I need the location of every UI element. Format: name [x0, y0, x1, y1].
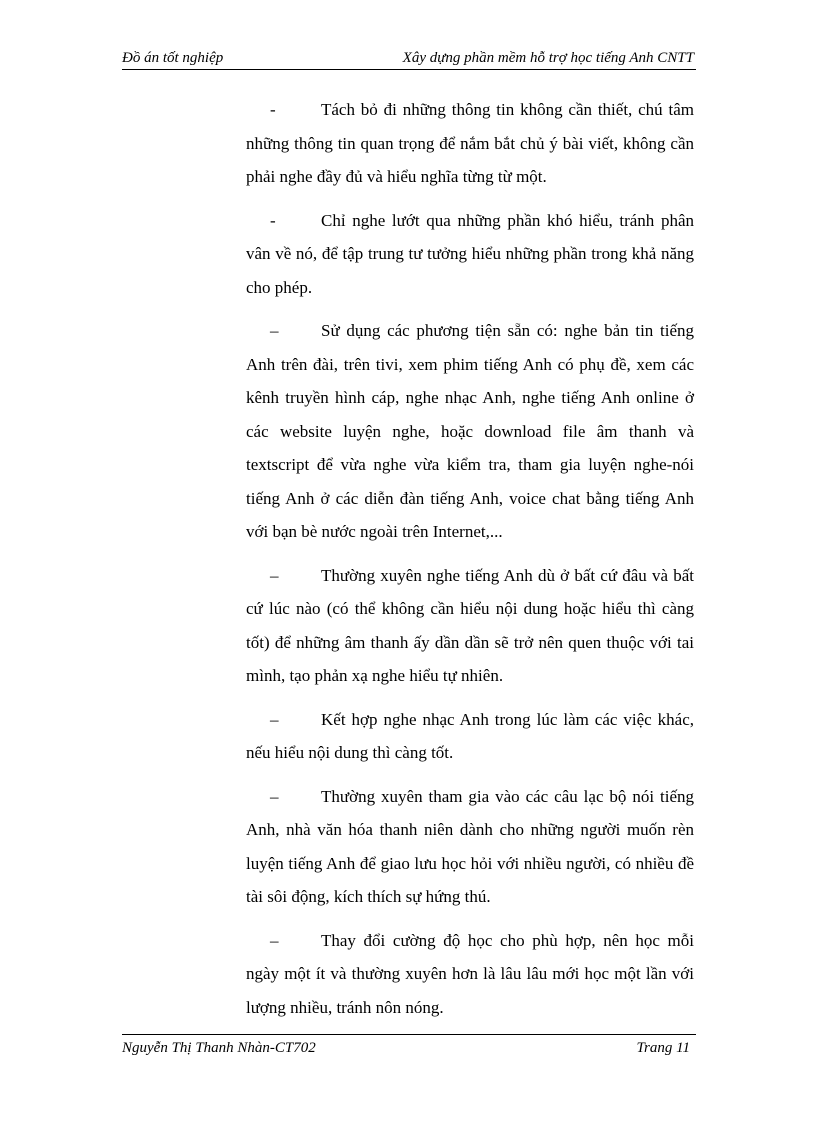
- bullet-text: Thay đổi cường độ học cho phù hợp, nên học mỗi ngày một ít và thường xuyên hơn là lâu lâu mới học một lần với lượng nhiều, tránh nôn nóng.: [246, 930, 694, 1017]
- bullet-item: [246, 703, 694, 770]
- bullet-item: [246, 924, 694, 1025]
- body-content: [246, 93, 694, 1034]
- bullet-dash: –: [270, 786, 279, 806]
- page-footer: [122, 1034, 696, 1059]
- bullet-item: [246, 93, 694, 194]
- bullet-dash: –: [270, 709, 279, 729]
- header-left-text: Đồ án tốt nghiệp: [122, 50, 224, 66]
- bullet-item: [246, 314, 694, 549]
- bullet-dash: –: [270, 930, 279, 950]
- header-right-text: Xây dựng phần mềm hỗ trợ học tiếng Anh CNTT: [402, 50, 694, 66]
- bullet-text: Thường xuyên nghe tiếng Anh dù ở bất cứ đâu và bất cứ lúc nào (có thể không cần hiểu nội dung hoặc hiểu thì càng tốt) để những âm thanh ấy dần dần sẽ trở nên quen thuộc với tai mình, tạo phản xạ nghe hiểu tự nhiên.: [246, 565, 694, 685]
- bullet-dash: -: [270, 210, 276, 230]
- bullet-dash: –: [270, 321, 279, 340]
- bullet-dash: –: [270, 565, 279, 585]
- bullet-item: [246, 559, 694, 693]
- bullet-text: Thường xuyên tham gia vào các câu lạc bộ nói tiếng Anh, nhà văn hóa thanh niên dành cho những người muốn rèn luyện tiếng Anh để giao lưu học hỏi với nhiều người, có nhiều đề tài sôi động, kích thích sự hứng thú.: [246, 786, 694, 906]
- page-header: [122, 49, 696, 70]
- page-number: Trang 11: [636, 1040, 690, 1056]
- bullet-text: Sử dụng các phương tiện sẵn có: nghe bản tin tiếng Anh trên đài, trên tivi, xem phim tiếng Anh có phụ đề, xem các kênh truyền hình cáp, nghe nhạc Anh, nghe tiếng Anh online ở các website luyện nghe, hoặc download file âm thanh và textscript để vừa nghe vừa kiểm tra, tham gia luyện nghe-nói tiếng Anh ở các diễn đàn tiếng Anh, voice chat bằng tiếng Anh với bạn bè nước ngoài trên Internet,...: [246, 321, 694, 541]
- footer-author: Nguyễn Thị Thanh Nhàn-CT702: [122, 1040, 316, 1056]
- bullet-item: [246, 780, 694, 914]
- bullet-text: Chỉ nghe lướt qua những phần khó hiểu, tránh phân vân về nó, để tập trung tư tưởng hiểu những phần trong khả năng cho phép.: [246, 210, 694, 297]
- bullet-text: Kết hợp nghe nhạc Anh trong lúc làm các việc khác, nếu hiểu nội dung thì càng tốt.: [246, 709, 694, 762]
- bullet-text: Tách bỏ đi những thông tin không cần thiết, chú tâm những thông tin quan trọng để nắm bắt chủ ý bài viết, không cần phải nghe đầy đủ và hiểu nghĩa từng từ một.: [246, 100, 694, 186]
- bullet-item: [246, 204, 694, 305]
- bullet-dash: -: [270, 100, 276, 119]
